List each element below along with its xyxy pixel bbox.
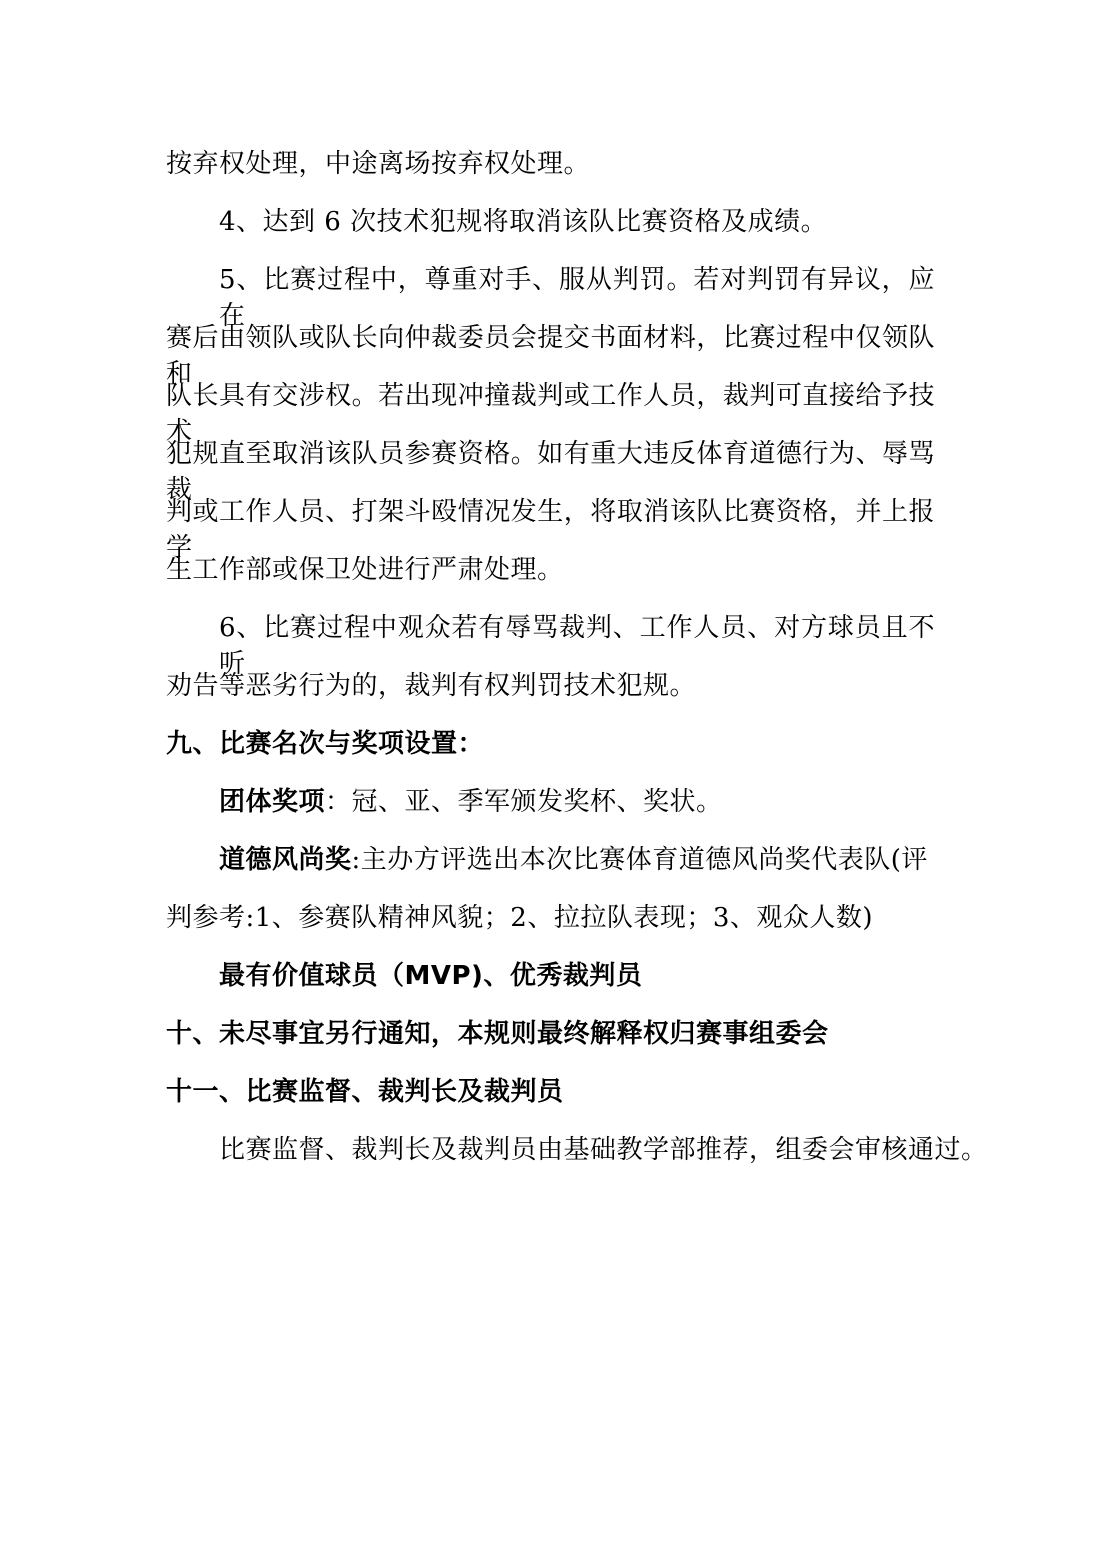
paragraph-rule-5-line: 队长具有交涉权。若出现冲撞裁判或工作人员，裁判可直接给予技术 xyxy=(166,381,935,447)
section-10-heading: 十、未尽事宜另行通知，本规则最终解释权归赛事组委会 xyxy=(166,1019,829,1049)
section-9-heading: 九、比赛名次与奖项设置： xyxy=(166,729,485,759)
paragraph-rule-5-line: 生工作部或保卫处进行严肃处理。 xyxy=(166,555,564,585)
section-11-text: 比赛监督、裁判长及裁判员由基础教学部推荐，组委会审核通过。 xyxy=(219,1135,988,1165)
paragraph-rule-5-line: 犯规直至取消该队员参赛资格。如有重大违反体育道德行为、辱骂裁 xyxy=(166,439,935,505)
paragraph-rule-5-line: 5、比赛过程中，尊重对手、服从判罚。若对判罚有异议，应在 xyxy=(219,265,935,331)
paragraph-rule-6-line: 6、比赛过程中观众若有辱骂裁判、工作人员、对方球员且不听 xyxy=(219,613,935,679)
moral-award-text: :主办方评选出本次比赛体育道德风尚奖代表队(评 xyxy=(351,845,928,875)
paragraph-rule-4: 4、达到 6 次技术犯规将取消该队比赛资格及成绩。 xyxy=(219,207,828,237)
mvp-line: 最有价值球员（MVP)、优秀裁判员 xyxy=(219,961,643,991)
paragraph-rule-5-line: 判或工作人员、打架斗殴情况发生，将取消该队比赛资格，并上报学 xyxy=(166,497,935,563)
moral-award-text-line2: 判参考:1、参赛队精神风貌；2、拉拉队表现；3、观众人数) xyxy=(166,903,874,933)
paragraph-rule-6-line: 劝告等恶劣行为的，裁判有权判罚技术犯规。 xyxy=(166,671,697,701)
section-11-heading: 十一、比赛监督、裁判长及裁判员 xyxy=(166,1077,564,1107)
paragraph-rule-5-line: 赛后由领队或队长向仲裁委员会提交书面材料，比赛过程中仅领队和 xyxy=(166,323,935,389)
moral-award-line xyxy=(219,842,928,878)
team-award-text: ：冠、亚、季军颁发奖杯、奖状。 xyxy=(325,787,723,817)
moral-award-label: 道德风尚奖 xyxy=(219,845,352,875)
team-award-line xyxy=(219,784,723,820)
team-award-label: 团体奖项 xyxy=(219,787,326,817)
paragraph-line: 按弃权处理，中途离场按弃权处理。 xyxy=(166,149,591,179)
